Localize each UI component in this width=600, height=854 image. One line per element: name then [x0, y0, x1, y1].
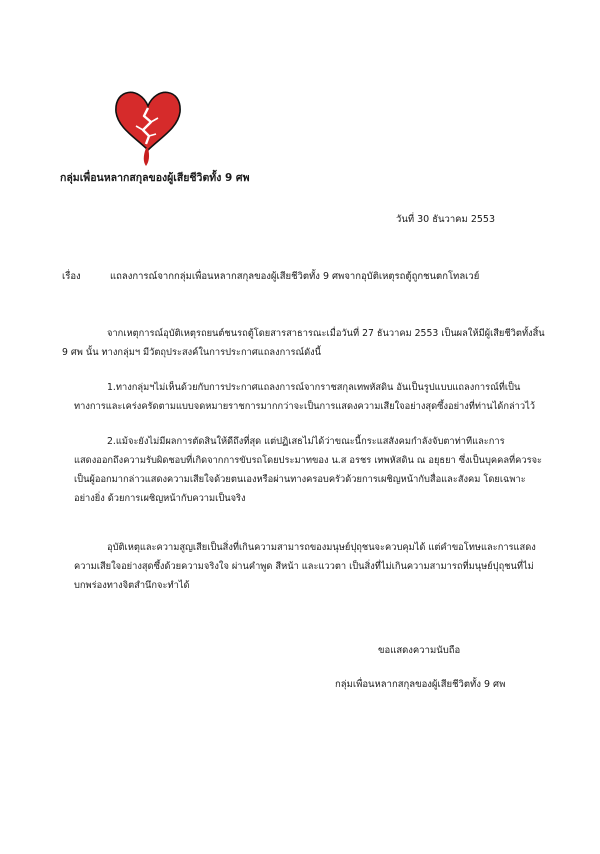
paragraph-conclusion: [62, 538, 554, 595]
paragraph-line: 1.ทางกลุ่มฯไม่เห็นด้วยกับการประกาศแถลงการณ์จากราชสกุลเทพหัสดิน อันเป็นรูปแบบแถลงการณ์ที่เป็น: [107, 382, 521, 393]
paragraph-point-1: [62, 378, 554, 416]
broken-heart-icon: [110, 76, 186, 170]
closing-signature: กลุ่มเพื่อนหลากสกุลของผู้เสียชีวิตทั้ง 9 ศพ: [335, 679, 506, 690]
subject-text: แถลงการณ์จากกลุ่มเพื่อนหลากสกุลของผู้เสียชีวิตทั้ง 9 ศพจากอุบัติเหตุรถตู้ถูกชนตกโทลเวย์: [110, 271, 480, 282]
paragraph-line: ความเสียใจอย่างสุดซึ้งด้วยความจริงใจ ผ่านคำพูด สีหน้า และแววตา เป็นสิ่งที่ไม่เกินความสามารถที่มนุษย์ปุถุชนที่ไม่: [74, 561, 534, 572]
organization-heading: กลุ่มเพื่อนหลากสกุลของผู้เสียชีวิตทั้ง 9 ศพ: [60, 172, 250, 184]
letter-subject: [62, 269, 479, 284]
closing-regards: ขอแสดงความนับถือ: [378, 645, 461, 656]
paragraph-line: ทางการและเคร่งครัดตามแบบจดหมายราชการมากกว่าจะเป็นการแสดงความเสียใจอย่างสุดซึ้งอย่างที่ท่านได้กล่าวไว้: [74, 401, 535, 412]
paragraph-line: เป็นผู้ออกมากล่าวแสดงความเสียใจด้วยตนเองหรือผ่านทางครอบครัวด้วยการเผชิญหน้ากับสื่อและสังคม โดยเฉพาะ: [74, 474, 526, 485]
paragraph-point-2: [62, 432, 554, 508]
letter-date: วันที่ 30 ธันวาคม 2553: [396, 214, 495, 225]
paragraph-line: บกพร่องทางจิตสำนึกจะทำได้: [74, 580, 190, 591]
subject-label: เรื่อง: [62, 271, 81, 282]
paragraph-line: อุบัติเหตุและความสูญเสียเป็นสิ่งที่เกินความสามารถของมนุษย์ปุถุชนจะควบคุมได้ แต่คำขอโทษและการแสดง: [107, 542, 536, 553]
paragraph-line: แสดงออกถึงความรับผิดชอบที่เกิดจากการขับรถโดยประมาทของ น.ส อรชร เทพหัสดิน ณ อยุธยา ซึ่งเป็นบุคคลที่ควรจะ: [74, 455, 543, 466]
paragraph-line: 9 ศพ นั้น ทางกลุ่มฯ มีวัตถุประสงค์ในการประกาศแถลงการณ์ดังนี้: [62, 347, 322, 358]
paragraph-line: 2.แม้จะยังไม่มีผลการตัดสินให้ดีถึงที่สุด แต่ปฏิเสธไม่ได้ว่าขณะนี้กระแสสังคมกำลังจับตาท่าทีและการ: [107, 436, 505, 447]
paragraph-line: อย่างยิ่ง ด้วยการเผชิญหน้ากับความเป็นจริง: [74, 493, 246, 504]
paragraph-intro: [62, 324, 554, 362]
paragraph-line: จากเหตุการณ์อุบัติเหตุรถยนต์ชนรถตู้โดยสารสาธารณะเมื่อวันที่ 27 ธันวาคม 2553 เป็นผลให้มีผู้เสียชีวิตทั้งสิ้น: [107, 328, 545, 339]
